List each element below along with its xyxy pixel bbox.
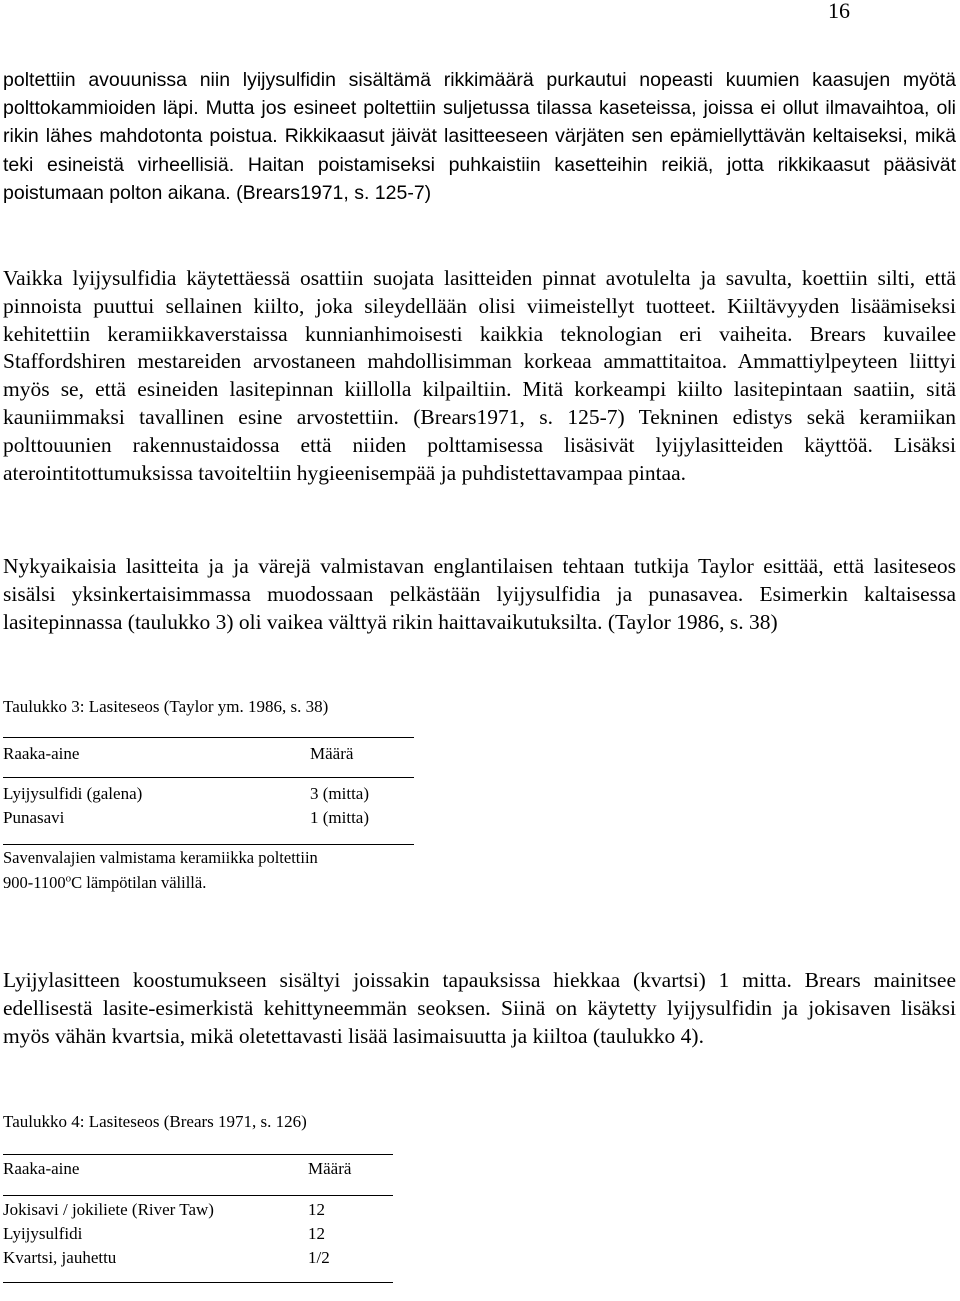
temperature-unit-text: C lämpötilan välillä. xyxy=(71,873,207,892)
header-cell-material: Raaka-aine xyxy=(3,744,80,763)
table-cell: Kvartsi, jauhettu xyxy=(3,1248,117,1267)
paragraph-3: Nykyaikaisia lasitteita ja ja värejä valmistavan englantilaisen tehtaan tutkija Taylor esittää, että lasiteseos sisälsi yksinkertaisimmassa muodossaan pelkästään lyijysulfidia ja punasavea. Esimerkin kaltaisessa lasitepinnassa (taulukko 3) oli vaikea välttyä rikin haittavaikutuksilta. (Taylor 1986, s. 38) xyxy=(3,554,956,634)
table-rule xyxy=(3,777,414,778)
table-rule xyxy=(3,737,414,738)
table-row xyxy=(3,806,414,830)
paragraph-4: Lyijylasitteen koostumukseen sisältyi joissakin tapauksissa hiekkaa (kvartsi) 1 mitta. Brears mainitsee edellisestä lasite-esimerkistä kehittyneemmän seoksen. Siinä on käytetty lyijysulfidin ja jokisaven lisäksi myös vähän kvartsia, mikä oletettavasti lisää lasimaisuutta ja kiiltoa (taulukko 4). xyxy=(3,968,956,1048)
table-3-caption: Taulukko 3: Lasiteseos (Taylor ym. 1986, s. 38) xyxy=(3,697,329,716)
table-rule xyxy=(3,1282,393,1283)
table-cell: Jokisavi / jokiliete (River Taw) xyxy=(3,1200,214,1219)
table-cell: Lyijysulfidi (galena) xyxy=(3,784,143,803)
table-cell: Punasavi xyxy=(3,808,65,827)
table-cell: 3 (mitta) xyxy=(310,784,370,803)
table-row xyxy=(3,1198,393,1222)
table-3-note-line-2 xyxy=(3,870,414,895)
table-row xyxy=(3,1246,393,1270)
table-header-row xyxy=(3,1157,393,1181)
paragraph-1: poltettiin avouunissa niin lyijysulfidin sisältämä rikkimäärä purkautui nopeasti kuumien kaasujen myötä polttokammioiden läpi. Mutta jos esineet poltettiin suljetussa tilassa kaseteissa, joissa ei ollut ilmavaihtoa, oli rikin lähes mahdotonta poistua. Rikkikaasut jäivät lasitteeseen värjäten sen epämiellyttävän keltaiseksi, mikä teki esineistä virheellisiä. Haitan poistamiseksi puhkaistiin kasetteihin reikiä, jotta rikkikaasut pääsivät poistumaan polton aikana. (Brears1971, s. 125-7) xyxy=(3,69,956,204)
table-row xyxy=(3,1222,393,1246)
header-cell-amount: Määrä xyxy=(310,744,354,763)
header-cell-amount: Määrä xyxy=(308,1159,352,1178)
table-cell: 1/2 xyxy=(308,1248,330,1267)
table-4-caption: Taulukko 4: Lasiteseos (Brears 1971, s. 126) xyxy=(3,1112,307,1131)
table-cell: 1 (mitta) xyxy=(310,808,370,827)
table-3-note-line-1: Savenvalajien valmistama keramiikka poltettiin xyxy=(3,848,318,867)
header-cell-material: Raaka-aine xyxy=(3,1159,80,1178)
table-rule xyxy=(3,1154,393,1155)
table-cell: 12 xyxy=(308,1200,325,1219)
table-4 xyxy=(3,1154,393,1283)
temperature-range: 900-1100 xyxy=(3,873,66,892)
paragraph-2: Vaikka lyijysulfidia käytettäessä osattiin suojata lasitteiden pinnat avotulelta ja savulta, koettiin silti, että pinnoista puuttui sellainen kiilto, joka sileydellään olisi viimeistellyt tuotteet. Kiiltävyyden lisäämiseksi kehitettiin keramiikkaverstaissa kunnianhimoisesti kaikkia teknologian eri vaiheita. Brears kuvailee Staffordshiren mestareiden arvostaneen mahdollisimman korkeaa ammattitaitoa. Ammattiylpeyteen liittyi myös se, että esineiden lasitepinnan kiillolla kilpailtiin. Mitä korkeampi kiilto lasitepintaan saatiin, sitä kauniimmaksi tavallinen esine arvostettiin. (Brears1971, s. 125-7) Tekninen edistys sekä keramiikan polttouunien rakennustaidossa että niiden polttamisessa lisäsivät lyijylasitteiden käyttöä. Lisäksi aterointitottumuksissa tavoiteltiin hygieenisempää ja puhdistettavampaa pintaa. xyxy=(3,266,956,485)
table-cell: Lyijysulfidi xyxy=(3,1224,83,1243)
page-number: 16 xyxy=(828,0,850,23)
table-rule xyxy=(3,1195,393,1196)
table-header-row xyxy=(3,742,414,766)
degree-mark: o xyxy=(65,872,72,885)
table-3 xyxy=(3,737,414,895)
table-row xyxy=(3,782,414,806)
table-cell: 12 xyxy=(308,1224,325,1243)
